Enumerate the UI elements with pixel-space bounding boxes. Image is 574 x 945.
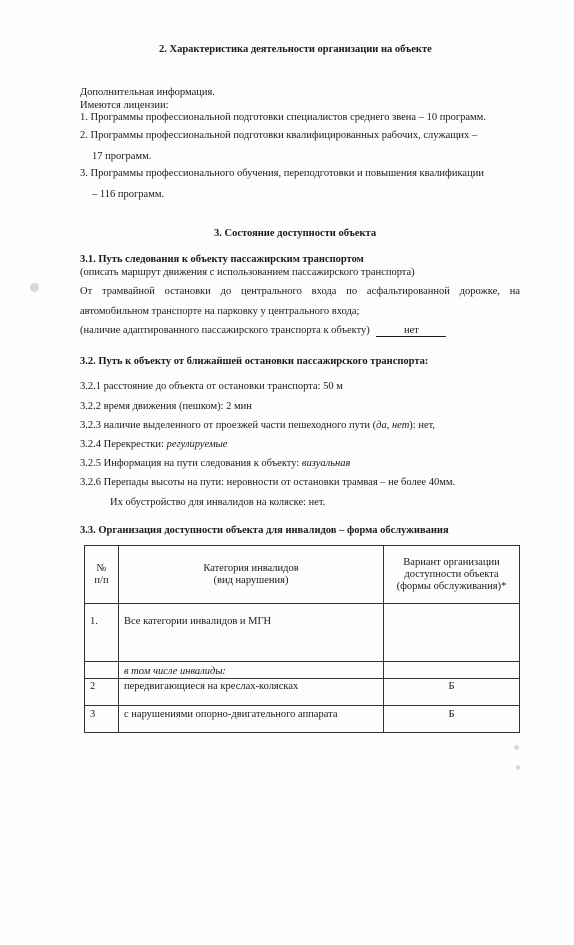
item-3-2-4: 3.2.4 Перекрестки: регулируемые (80, 439, 228, 450)
row-category: Все категории инвалидов и МГН (119, 604, 384, 662)
licenses-label: Имеются лицензии: (80, 100, 169, 111)
item-3-2-6: 3.2.6 Перепады высоты на пути: неровности от остановки трамвая – не более 40мм. (80, 477, 456, 488)
scan-speck (30, 283, 39, 292)
row-number (85, 662, 119, 679)
header-category: Категория инвалидов (вид нарушения) (119, 546, 384, 604)
row-number: 2 (85, 679, 119, 706)
section-3-1-title: 3.1. Путь следования к объекту пассажирским транспортом (80, 254, 364, 265)
row-number: 1. (85, 604, 119, 662)
license-item-3-cont: – 116 программ. (92, 189, 165, 200)
row-variant (384, 604, 520, 662)
section-3-3-title: 3.3. Организация доступности объекта для инвалидов – форма обслуживания (80, 525, 449, 536)
section-3-1-text-cont: автомобильном транспорте на парковку у центрального входа; (80, 306, 360, 317)
adapted-transport-row (80, 324, 446, 337)
section-3-1-note: (описать маршрут движения с использованием пассажирского транспорта) (80, 267, 415, 278)
header-variant: Вариант организации доступности объекта (формы обслуживания)* (384, 546, 520, 604)
row-category: в том числе инвалиды: (119, 662, 384, 679)
item-3-2-5: 3.2.5 Информация на пути следования к объекту: визуальная (80, 458, 351, 469)
row-category: с нарушениями опорно-двигательного аппарата (119, 706, 384, 733)
license-item-2-cont: 17 программ. (92, 151, 152, 162)
license-item-1: 1. Программы профессиональной подготовки специалистов среднего звена – 10 программ. (80, 112, 486, 123)
adapted-transport-label: (наличие адаптированного пассажирского транспорта к объекту) (80, 325, 370, 336)
item-3-2-1: 3.2.1 расстояние до объекта от остановки транспорта: 50 м (80, 381, 343, 392)
row-variant (384, 662, 520, 679)
section-3-2-title: 3.2. Путь к объекту от ближайшей остановки пассажирского транспорта: (80, 356, 429, 367)
license-item-3: 3. Программы профессионального обучения, переподготовки и повышения квалификации (80, 168, 484, 179)
scan-speck (514, 745, 519, 750)
table-header-row (85, 546, 520, 604)
license-item-2: 2. Программы профессиональной подготовки квалифицированных рабочих, служащих – (80, 130, 478, 141)
scan-speck (516, 765, 520, 770)
adapted-transport-value: нет (376, 325, 446, 337)
item-3-2-2: 3.2.2 время движения (пешком): 2 мин (80, 401, 252, 412)
item-3-2-3: 3.2.3 наличие выделенного от проезжей части пешеходного пути (да, нет): нет, (80, 420, 436, 431)
row-variant: Б (384, 679, 520, 706)
section3-heading: 3. Состояние доступности объекта (214, 228, 377, 239)
row-number: 3 (85, 706, 119, 733)
section2-heading: 2. Характеристика деятельности организации на объекте (159, 44, 432, 55)
wheelchair-arrangement: Их обустройство для инвалидов на коляске: нет. (110, 497, 326, 508)
table-row (85, 706, 520, 733)
extra-info-label: Дополнительная информация. (80, 87, 215, 98)
service-form-table (84, 545, 520, 733)
section-3-1-text: От трамвайной остановки до центрального входа по асфальтированной дорожке, на (80, 286, 520, 297)
table-row (85, 679, 520, 706)
row-variant: Б (384, 706, 520, 733)
table-row (85, 662, 520, 679)
row-category: передвигающиеся на креслах-колясках (119, 679, 384, 706)
table-row (85, 604, 520, 662)
header-number: № п/п (85, 546, 119, 604)
